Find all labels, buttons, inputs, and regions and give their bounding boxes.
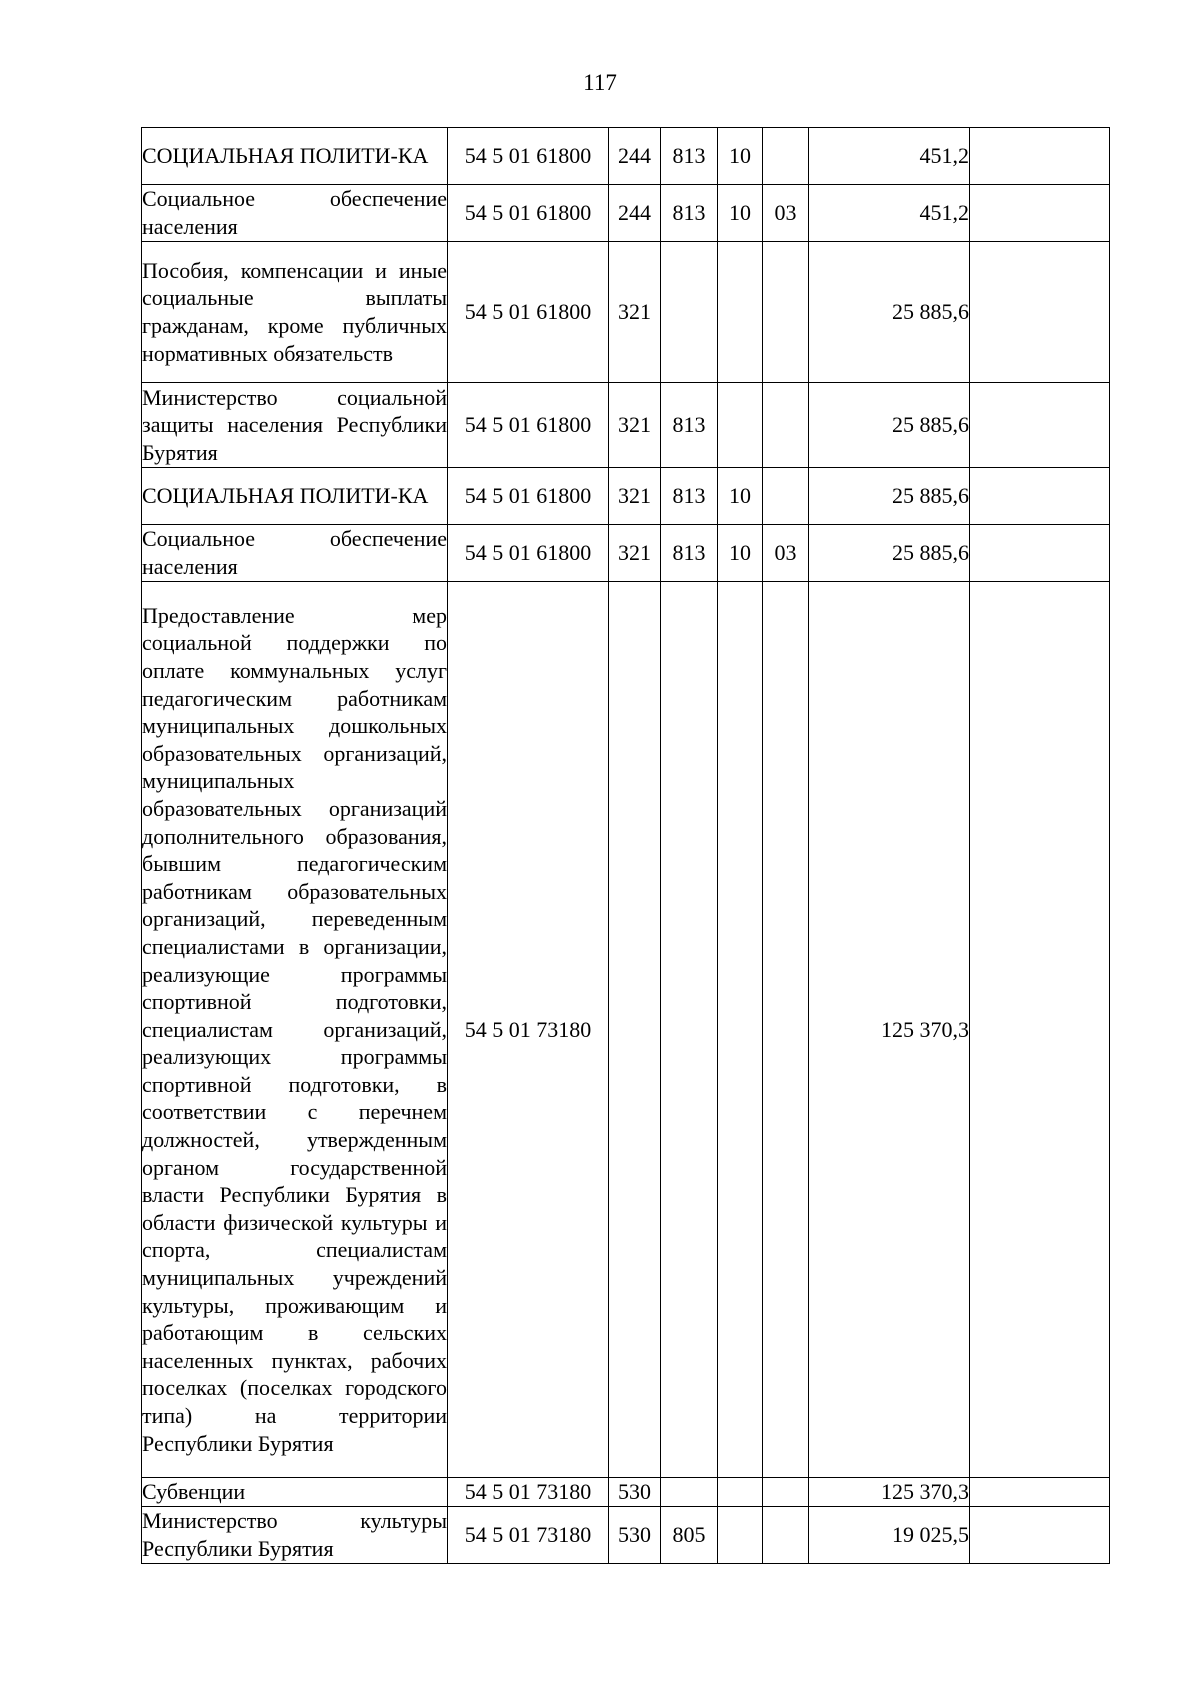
ministry-code: 805 <box>661 1507 718 1564</box>
target-article-code: 54 5 01 61800 <box>448 242 609 383</box>
target-article-code: 54 5 01 73180 <box>448 1478 609 1507</box>
row-name: СОЦИАЛЬНАЯ ПОЛИТИ-КА <box>142 468 448 525</box>
target-article-code: 54 5 01 73180 <box>448 582 609 1478</box>
ministry-code: 813 <box>661 185 718 242</box>
target-article-code: 54 5 01 61800 <box>448 525 609 582</box>
table-row <box>142 582 1110 1478</box>
row-name: Социальное обеспечение населения <box>142 185 448 242</box>
row-name: СОЦИАЛЬНАЯ ПОЛИТИ-КА <box>142 128 448 185</box>
section-code: 10 <box>718 525 763 582</box>
ministry-code: 813 <box>661 525 718 582</box>
row-name: Министерство культуры Республики Бурятия <box>142 1507 448 1564</box>
subsection-code <box>763 242 809 383</box>
expense-type-code: 530 <box>609 1507 661 1564</box>
row-name: Субвенции <box>142 1478 448 1507</box>
empty-cell <box>970 242 1110 383</box>
section-code <box>718 582 763 1478</box>
amount: 19 025,5 <box>809 1507 970 1564</box>
amount: 25 885,6 <box>809 525 970 582</box>
ministry-code <box>661 242 718 383</box>
amount: 451,2 <box>809 185 970 242</box>
target-article-code: 54 5 01 61800 <box>448 185 609 242</box>
table-row <box>142 1507 1110 1564</box>
table-row <box>142 128 1110 185</box>
ministry-code <box>661 1478 718 1507</box>
ministry-code <box>661 582 718 1478</box>
expense-type-code: 244 <box>609 128 661 185</box>
empty-cell <box>970 1507 1110 1564</box>
amount: 25 885,6 <box>809 242 970 383</box>
budget-table <box>141 127 1110 1564</box>
expense-type-code: 321 <box>609 383 661 468</box>
row-name: Социальное обеспечение населения <box>142 525 448 582</box>
page-number: 117 <box>583 70 617 95</box>
empty-cell <box>970 525 1110 582</box>
subsection-code: 03 <box>763 525 809 582</box>
section-code: 10 <box>718 128 763 185</box>
table-row <box>142 185 1110 242</box>
subsection-code <box>763 582 809 1478</box>
amount: 125 370,3 <box>809 1478 970 1507</box>
expense-type-code <box>609 582 661 1478</box>
ministry-code: 813 <box>661 128 718 185</box>
ministry-code: 813 <box>661 383 718 468</box>
expense-type-code: 321 <box>609 468 661 525</box>
table-row <box>142 525 1110 582</box>
row-name: Пособия, компенсации и иные социальные выплаты гражданам, кроме публичных нормативных обязательств <box>142 242 448 383</box>
expense-type-code: 321 <box>609 525 661 582</box>
section-code <box>718 1478 763 1507</box>
subsection-code <box>763 468 809 525</box>
empty-cell <box>970 582 1110 1478</box>
row-name: Министерство социальной защиты населения Республики Бурятия <box>142 383 448 468</box>
empty-cell <box>970 128 1110 185</box>
target-article-code: 54 5 01 61800 <box>448 128 609 185</box>
table-row <box>142 468 1110 525</box>
expense-type-code: 321 <box>609 242 661 383</box>
subsection-code: 03 <box>763 185 809 242</box>
table-row <box>142 1478 1110 1507</box>
section-code: 10 <box>718 468 763 525</box>
section-code <box>718 1507 763 1564</box>
target-article-code: 54 5 01 61800 <box>448 468 609 525</box>
section-code <box>718 242 763 383</box>
section-code: 10 <box>718 185 763 242</box>
subsection-code <box>763 383 809 468</box>
subsection-code <box>763 1507 809 1564</box>
section-code <box>718 383 763 468</box>
target-article-code: 54 5 01 73180 <box>448 1507 609 1564</box>
row-name: Предоставление мер социальной поддержки по оплате коммунальных услуг педагогическим работникам муниципальных дошкольных образовательных организаций, муниципальных образовательных организаций дополнительного образования, бывшим педагогическим работникам образовательных организаций, переведенным специалистами в организации, реализующие программы спортивной подготовки, специалистам организаций, реализующих программы спортивной подготовки, в соответствии с перечнем должностей, утвержденным органом государственной власти Республики Бурятия в области физической культуры и спорта, специалистам муниципальных учреждений культуры, проживающим и работающим в сельских населенных пунктах, рабочих поселках (поселках городского типа) на территории Республики Бурятия <box>142 582 448 1478</box>
amount: 25 885,6 <box>809 468 970 525</box>
expense-type-code: 244 <box>609 185 661 242</box>
amount: 25 885,6 <box>809 383 970 468</box>
empty-cell <box>970 383 1110 468</box>
amount: 451,2 <box>809 128 970 185</box>
target-article-code: 54 5 01 61800 <box>448 383 609 468</box>
subsection-code <box>763 1478 809 1507</box>
empty-cell <box>970 185 1110 242</box>
empty-cell <box>970 1478 1110 1507</box>
empty-cell <box>970 468 1110 525</box>
table-row <box>142 383 1110 468</box>
amount: 125 370,3 <box>809 582 970 1478</box>
ministry-code: 813 <box>661 468 718 525</box>
table-row <box>142 242 1110 383</box>
expense-type-code: 530 <box>609 1478 661 1507</box>
subsection-code <box>763 128 809 185</box>
